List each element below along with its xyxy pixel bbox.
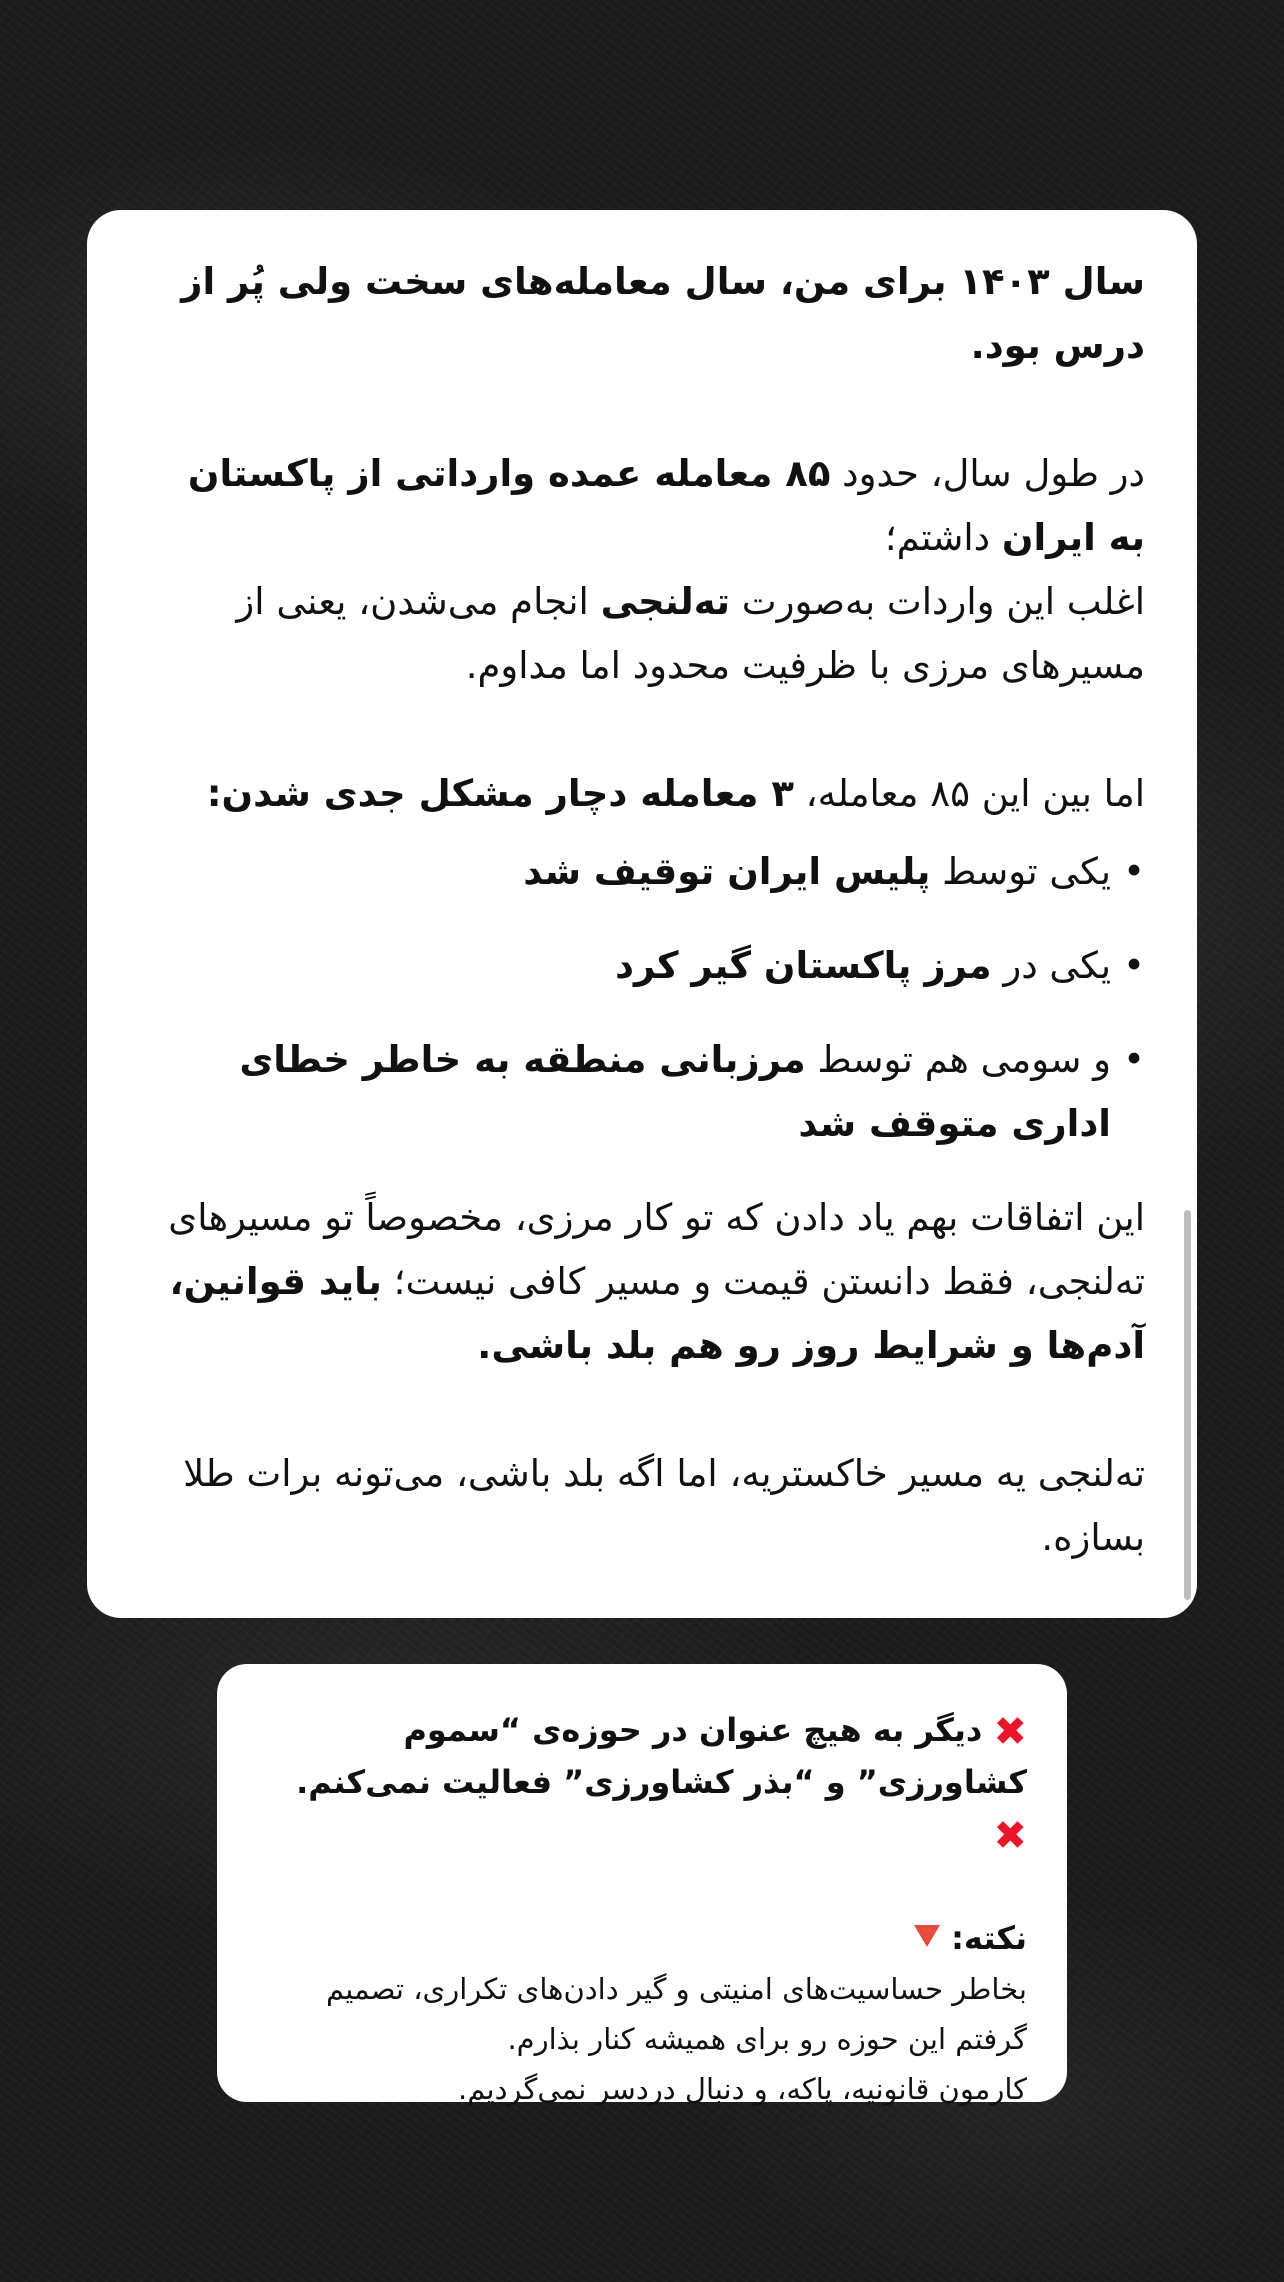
paragraph-conclusion: ته‌لنجی یه مسیر خاکستریه، اما اگه بلد باشی، می‌تونه برات طلا بسازه. [183, 1452, 1145, 1559]
list-item [139, 934, 1145, 998]
paragraph-problems-intro [139, 762, 1145, 826]
note-line: کارمون قانونیه، پاکه، و دنبال دردسر نمی‌گردیم. [458, 2072, 1027, 2106]
problem-list [139, 840, 1145, 1156]
bullet: • [1123, 944, 1145, 987]
warning-text: دیگر به هیچ عنوان در حوزه‌ی “سموم کشاورزی” و “بذر کشاورزی” فعالیت نمی‌کنم. [296, 1711, 1027, 1801]
scrollbar[interactable] [1184, 1210, 1191, 1600]
bullet: • [1123, 850, 1145, 893]
text-segment: انجام می‌شدن، یعنی از مسیرهای مرزی با ظرفیت محدود اما مداوم. [236, 580, 1145, 687]
text-emphasis: ۸۵ معامله عمده وارداتی از پاکستان به ایران [187, 452, 1145, 559]
bullet: • [1123, 1038, 1145, 1081]
spacer [139, 698, 1145, 762]
list-item [139, 1028, 1145, 1156]
text-emphasis: ته‌لنجی [600, 580, 731, 623]
paragraph-trade-count [139, 442, 1145, 570]
text-segment: در طول سال، حدود [830, 452, 1145, 495]
text-emphasis: ۳ معامله دچار مشکل جدی شدن: [206, 772, 794, 815]
cross-mark-icon: ✖ [993, 1813, 1027, 1859]
spacer [139, 1378, 1145, 1442]
note-line: بخاطر حساسیت‌های امنیتی و گیر دادن‌های تکراری، تصمیم گرفتم این حوزه رو برای همیشه کنار بذارم. [325, 1972, 1027, 2056]
paragraph-import-method [139, 570, 1145, 698]
text-segment: داشتم؛ [884, 516, 1002, 559]
text-segment: این اتفاقات بهم یاد دادن که تو کار مرزی، مخصوصاً تو مسیرهای ته‌لنجی، فقط دانستن قیمت و مسیر کافی نیست؛ [168, 1196, 1145, 1303]
cross-mark-icon: ✖ [993, 1709, 1027, 1755]
spacer [139, 378, 1145, 442]
text-emphasis: مرزبانی منطقه به خاطر خطای اداری متوقف شد [239, 1038, 1111, 1145]
list-item [139, 840, 1145, 904]
note-heading [257, 1912, 1027, 1964]
warning-statement [257, 1704, 1027, 1860]
text-segment: اغلب این واردات به‌صورت [730, 580, 1145, 623]
paragraph-lessons [139, 1186, 1145, 1378]
text-segment: اما بین این ۸۵ معامله، [793, 772, 1145, 815]
note-title: نکته: [951, 1919, 1027, 1957]
text-segment: و سومی هم توسط [805, 1038, 1111, 1081]
text-emphasis: پلیس ایران توقیف شد [523, 850, 931, 893]
post-heading: سال ۱۴۰۳ برای من، سال معامله‌های سخت ولی پُر از درس بود. [181, 260, 1145, 367]
red-triangle-down-icon [914, 1925, 940, 1947]
text-segment: یکی توسط [930, 850, 1111, 893]
spacer [257, 1860, 1027, 1912]
text-emphasis: مرز پاکستان گیر کرد [615, 944, 992, 987]
notice-card [217, 1664, 1067, 2106]
post-text-card [87, 210, 1197, 1618]
text-segment: یکی در [991, 944, 1111, 987]
text-emphasis: باید قوانین، آدم‌ها و شرایط روز رو هم بلد باشی. [169, 1260, 1145, 1367]
